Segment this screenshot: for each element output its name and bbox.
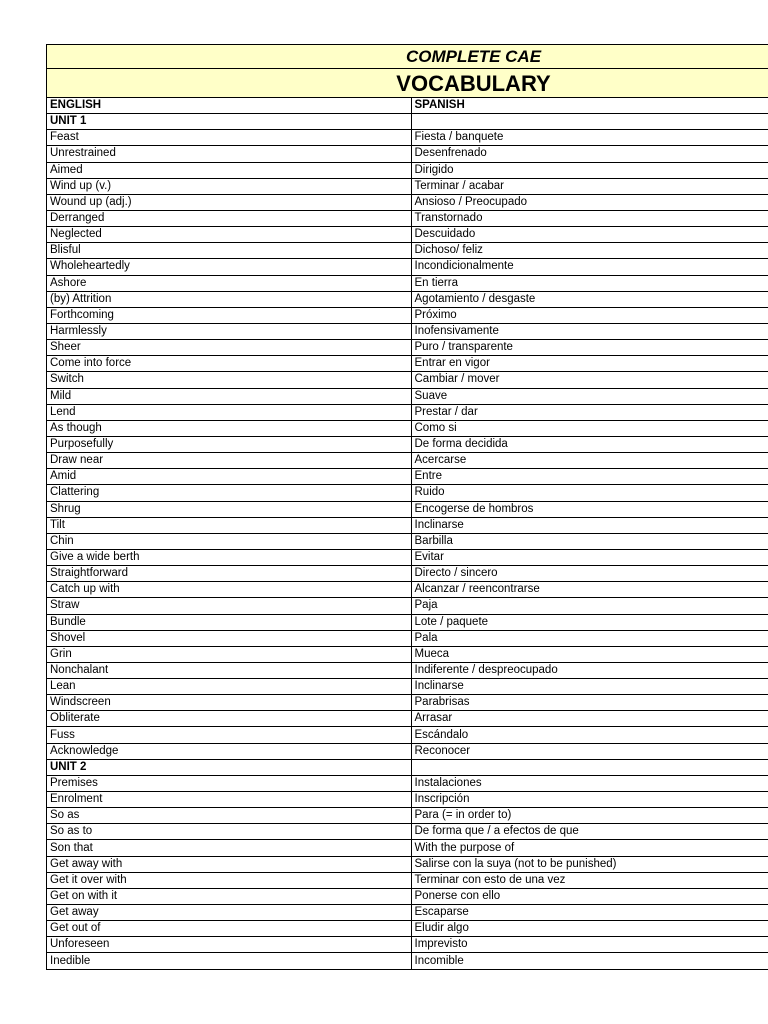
english-term: Straw: [47, 598, 412, 614]
spanish-translation: Incondicionalmente: [411, 259, 768, 275]
spanish-translation: Encogerse de hombros: [411, 501, 768, 517]
spanish-translation: Reconocer: [411, 743, 768, 759]
spanish-translation: Agotamiento / desgaste: [411, 291, 768, 307]
spanish-translation: Dichoso/ feliz: [411, 243, 768, 259]
spanish-translation: Escaparse: [411, 905, 768, 921]
table-row: [47, 162, 768, 178]
table-row: [47, 194, 768, 210]
english-term: Nonchalant: [47, 662, 412, 678]
table-row: [47, 679, 768, 695]
spanish-translation: With the purpose of: [411, 840, 768, 856]
table-row: [47, 582, 768, 598]
spanish-translation: Inclinarse: [411, 679, 768, 695]
english-term: Get on with it: [47, 888, 412, 904]
spanish-translation: Puro / transparente: [411, 340, 768, 356]
english-term: Wound up (adj.): [47, 194, 412, 210]
spanish-translation: Salirse con la suya (not to be punished): [411, 856, 768, 872]
english-term: Give a wide berth: [47, 549, 412, 565]
english-term: Feast: [47, 130, 412, 146]
column-header-english: ENGLISH: [47, 98, 412, 114]
spanish-translation: Arrasar: [411, 711, 768, 727]
english-term: Get it over with: [47, 872, 412, 888]
english-term: Catch up with: [47, 582, 412, 598]
table-row: [47, 453, 768, 469]
spanish-translation: Entrar en vigor: [411, 356, 768, 372]
table-row: [47, 388, 768, 404]
english-term: Switch: [47, 372, 412, 388]
spanish-translation: Incomible: [411, 953, 768, 969]
spanish-translation: Para (= in order to): [411, 808, 768, 824]
table-row: [47, 872, 768, 888]
spanish-translation: Como si: [411, 420, 768, 436]
title-complete-cae: COMPLETE CAE: [47, 45, 768, 69]
english-term: Grin: [47, 646, 412, 662]
spanish-translation: Acercarse: [411, 453, 768, 469]
spanish-translation: Directo / sincero: [411, 566, 768, 582]
english-term: Tilt: [47, 517, 412, 533]
english-term: Amid: [47, 469, 412, 485]
spanish-translation: En tierra: [411, 275, 768, 291]
table-row: [47, 840, 768, 856]
table-row: [47, 921, 768, 937]
table-row: [47, 937, 768, 953]
table-row: [47, 275, 768, 291]
english-term: So as: [47, 808, 412, 824]
table-row: [47, 130, 768, 146]
english-term: Wholeheartedly: [47, 259, 412, 275]
unit-header-row: [47, 759, 768, 775]
spanish-translation: Ruido: [411, 485, 768, 501]
table-row: [47, 340, 768, 356]
english-term: Harmlessly: [47, 323, 412, 339]
table-row: [47, 178, 768, 194]
spanish-translation: Inscripción: [411, 792, 768, 808]
spanish-translation: De forma decidida: [411, 436, 768, 452]
table-row: [47, 646, 768, 662]
spanish-translation: Descuidado: [411, 227, 768, 243]
english-term: Obliterate: [47, 711, 412, 727]
english-term: Draw near: [47, 453, 412, 469]
english-term: (by) Attrition: [47, 291, 412, 307]
english-term: Wind up (v.): [47, 178, 412, 194]
english-term: Neglected: [47, 227, 412, 243]
english-term: As though: [47, 420, 412, 436]
table-row: [47, 614, 768, 630]
spanish-translation: Desenfrenado: [411, 146, 768, 162]
table-row: [47, 662, 768, 678]
english-term: Sheer: [47, 340, 412, 356]
english-term: Enrolment: [47, 792, 412, 808]
vocabulary-table-body: [47, 45, 768, 970]
english-term: Unrestrained: [47, 146, 412, 162]
unit-empty-cell: [411, 759, 768, 775]
english-term: Mild: [47, 388, 412, 404]
table-row: [47, 566, 768, 582]
spanish-translation: Instalaciones: [411, 775, 768, 791]
spanish-translation: Próximo: [411, 307, 768, 323]
english-term: Unforeseen: [47, 937, 412, 953]
table-row: [47, 291, 768, 307]
column-header-row: [47, 98, 768, 114]
english-term: Purposefully: [47, 436, 412, 452]
spanish-translation: Inclinarse: [411, 517, 768, 533]
english-term: Forthcoming: [47, 307, 412, 323]
english-term: Lean: [47, 679, 412, 695]
table-row: [47, 372, 768, 388]
table-row: [47, 485, 768, 501]
spanish-translation: Eludir algo: [411, 921, 768, 937]
table-row: [47, 888, 768, 904]
english-term: Get away with: [47, 856, 412, 872]
english-term: Son that: [47, 840, 412, 856]
table-row: [47, 775, 768, 791]
english-term: Get out of: [47, 921, 412, 937]
english-term: Get away: [47, 905, 412, 921]
spanish-translation: Dirigido: [411, 162, 768, 178]
table-row: [47, 953, 768, 969]
table-row: [47, 743, 768, 759]
spanish-translation: De forma que / a efectos de que: [411, 824, 768, 840]
table-row: [47, 243, 768, 259]
spanish-translation: Ansioso / Preocupado: [411, 194, 768, 210]
english-term: Windscreen: [47, 695, 412, 711]
vocabulary-table: [46, 44, 768, 970]
spanish-translation: Terminar con esto de una vez: [411, 872, 768, 888]
unit-empty-cell: [411, 114, 768, 130]
table-row: [47, 630, 768, 646]
english-term: So as to: [47, 824, 412, 840]
table-row: [47, 210, 768, 226]
english-term: Straightforward: [47, 566, 412, 582]
table-row: [47, 517, 768, 533]
english-term: Chin: [47, 533, 412, 549]
english-term: Bundle: [47, 614, 412, 630]
table-row: [47, 307, 768, 323]
table-row: [47, 420, 768, 436]
table-row: [47, 856, 768, 872]
spanish-translation: Suave: [411, 388, 768, 404]
table-row: [47, 227, 768, 243]
spanish-translation: Inofensivamente: [411, 323, 768, 339]
table-row: [47, 469, 768, 485]
unit-label: UNIT 1: [47, 114, 412, 130]
spanish-translation: Prestar / dar: [411, 404, 768, 420]
column-header-spanish: SPANISH: [411, 98, 768, 114]
subtitle-row: [47, 69, 768, 98]
english-term: Shovel: [47, 630, 412, 646]
spanish-translation: Evitar: [411, 549, 768, 565]
english-term: Acknowledge: [47, 743, 412, 759]
table-row: [47, 824, 768, 840]
spanish-translation: Mueca: [411, 646, 768, 662]
spanish-translation: Indiferente / despreocupado: [411, 662, 768, 678]
table-row: [47, 727, 768, 743]
spanish-translation: Transtornado: [411, 210, 768, 226]
english-term: Inedible: [47, 953, 412, 969]
table-row: [47, 808, 768, 824]
unit-header-row: [47, 114, 768, 130]
table-row: [47, 356, 768, 372]
table-row: [47, 549, 768, 565]
table-row: [47, 259, 768, 275]
english-term: Ashore: [47, 275, 412, 291]
spanish-translation: Parabrisas: [411, 695, 768, 711]
spanish-translation: Barbilla: [411, 533, 768, 549]
spanish-translation: Fiesta / banquete: [411, 130, 768, 146]
spanish-translation: Ponerse con ello: [411, 888, 768, 904]
table-row: [47, 404, 768, 420]
spanish-translation: Cambiar / mover: [411, 372, 768, 388]
table-row: [47, 711, 768, 727]
table-row: [47, 146, 768, 162]
spanish-translation: Imprevisto: [411, 937, 768, 953]
table-row: [47, 695, 768, 711]
unit-label: UNIT 2: [47, 759, 412, 775]
table-row: [47, 905, 768, 921]
spanish-translation: Terminar / acabar: [411, 178, 768, 194]
spanish-translation: Pala: [411, 630, 768, 646]
english-term: Shrug: [47, 501, 412, 517]
english-term: Fuss: [47, 727, 412, 743]
spanish-translation: Lote / paquete: [411, 614, 768, 630]
spanish-translation: Alcanzar / reencontrarse: [411, 582, 768, 598]
english-term: Clattering: [47, 485, 412, 501]
english-term: Blisful: [47, 243, 412, 259]
table-row: [47, 598, 768, 614]
table-row: [47, 792, 768, 808]
title-row: [47, 45, 768, 69]
english-term: Derranged: [47, 210, 412, 226]
table-row: [47, 533, 768, 549]
spanish-translation: Paja: [411, 598, 768, 614]
table-row: [47, 323, 768, 339]
english-term: Aimed: [47, 162, 412, 178]
english-term: Come into force: [47, 356, 412, 372]
english-term: Premises: [47, 775, 412, 791]
title-vocabulary: VOCABULARY: [47, 69, 768, 98]
english-term: Lend: [47, 404, 412, 420]
spanish-translation: Escándalo: [411, 727, 768, 743]
spanish-translation: Entre: [411, 469, 768, 485]
table-row: [47, 501, 768, 517]
table-row: [47, 436, 768, 452]
